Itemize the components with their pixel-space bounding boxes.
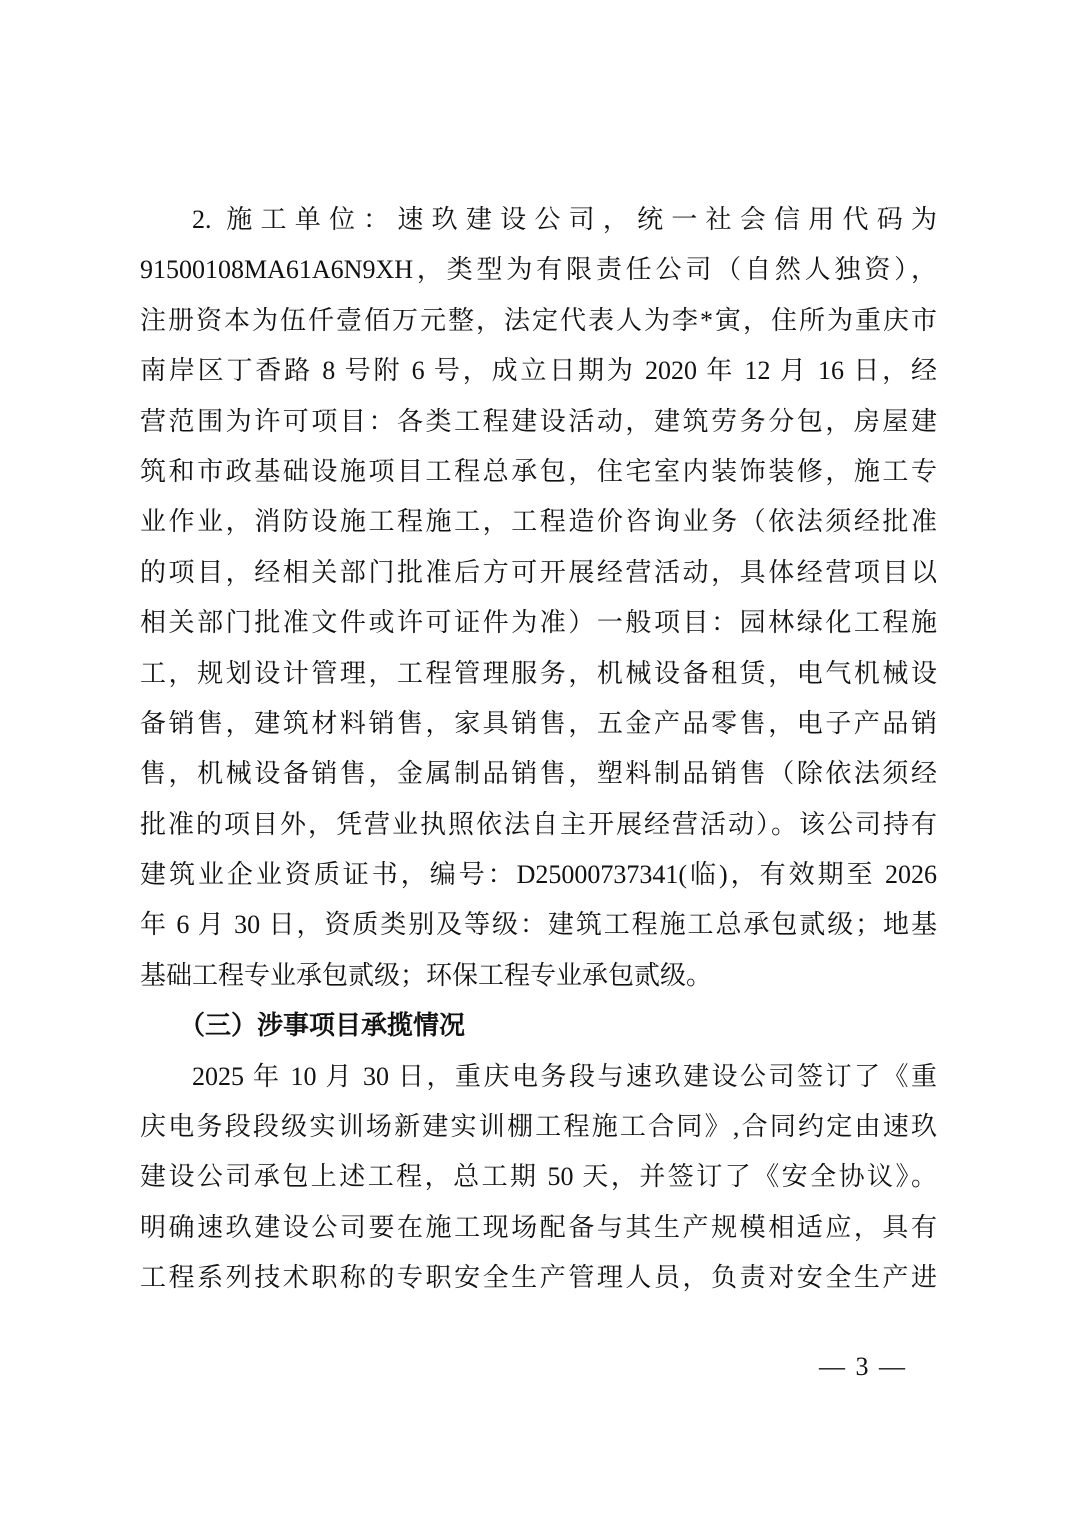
document-body [140,195,937,1304]
text-line: 工，规划设计管理，工程管理服务，机械设备租赁，电气机械设 [140,658,937,688]
text-line: 2. 施工单位：速玖建设公司，统一社会信用代码为 [192,205,937,234]
text-line: 建设公司承包上述工程，总工期 50 天，并签订了《安全协议》。 [140,1162,937,1192]
text-line: 相关部门批准文件或许可证件为准）一般项目：园林绿化工程施 [140,608,937,638]
text-line: 筑和市政基础设施项目工程总承包，住宅室内装饰装修，施工专 [140,456,937,486]
text-line: 业作业，消防设施工程施工，工程造价咨询业务（依法须经批准 [140,507,937,537]
text-line: 年 6 月 30 日，资质类别及等级：建筑工程施工总承包贰级；地基 [140,910,937,940]
text-line: 营范围为许可项目：各类工程建设活动，建筑劳务分包，房屋建 [140,406,937,436]
text-line: 批准的项目外，凭营业执照依法自主开展经营活动）。该公司持有 [140,809,937,839]
text-line: 注册资本为伍仟壹佰万元整，法定代表人为李*寅，住所为重庆市 [140,305,937,335]
text-line: 备销售，建筑材料销售，家具销售，五金产品零售，电子产品销 [140,708,937,738]
text-line: 2025 年 10 月 30 日，重庆电务段与速玖建设公司签订了《重 [192,1061,937,1091]
text-line: 91500108MA61A6N9XH，类型为有限责任公司（自然人独资）， [140,255,937,285]
text-line: 工程系列技术职称的专职安全生产管理人员，负责对安全生产进 [140,1263,937,1293]
text-line: 庆电务段段级实训场新建实训棚工程施工合同》,合同约定由速玖 [140,1112,937,1142]
text-line: 售，机械设备销售，金属制品销售，塑料制品销售（除依法须经 [140,759,937,789]
section-heading: （三）涉事项目承揽情况 [179,1011,466,1041]
text-line: 基础工程专业承包贰级；环保工程专业承包贰级。 [140,960,713,990]
text-line: 建筑业企业资质证书，编号：D25000737341(临)，有效期至 2026 [140,860,937,890]
text-line: 明确速玖建设公司要在施工现场配备与其生产规模相适应，具有 [140,1212,937,1242]
text-line: 南岸区丁香路 8 号附 6 号，成立日期为 2020 年 12 月 16 日，经 [140,356,937,386]
text-line: 的项目，经相关部门批准后方可开展经营活动，具体经营项目以 [140,557,937,587]
page-number: — 3 — [819,1352,907,1381]
